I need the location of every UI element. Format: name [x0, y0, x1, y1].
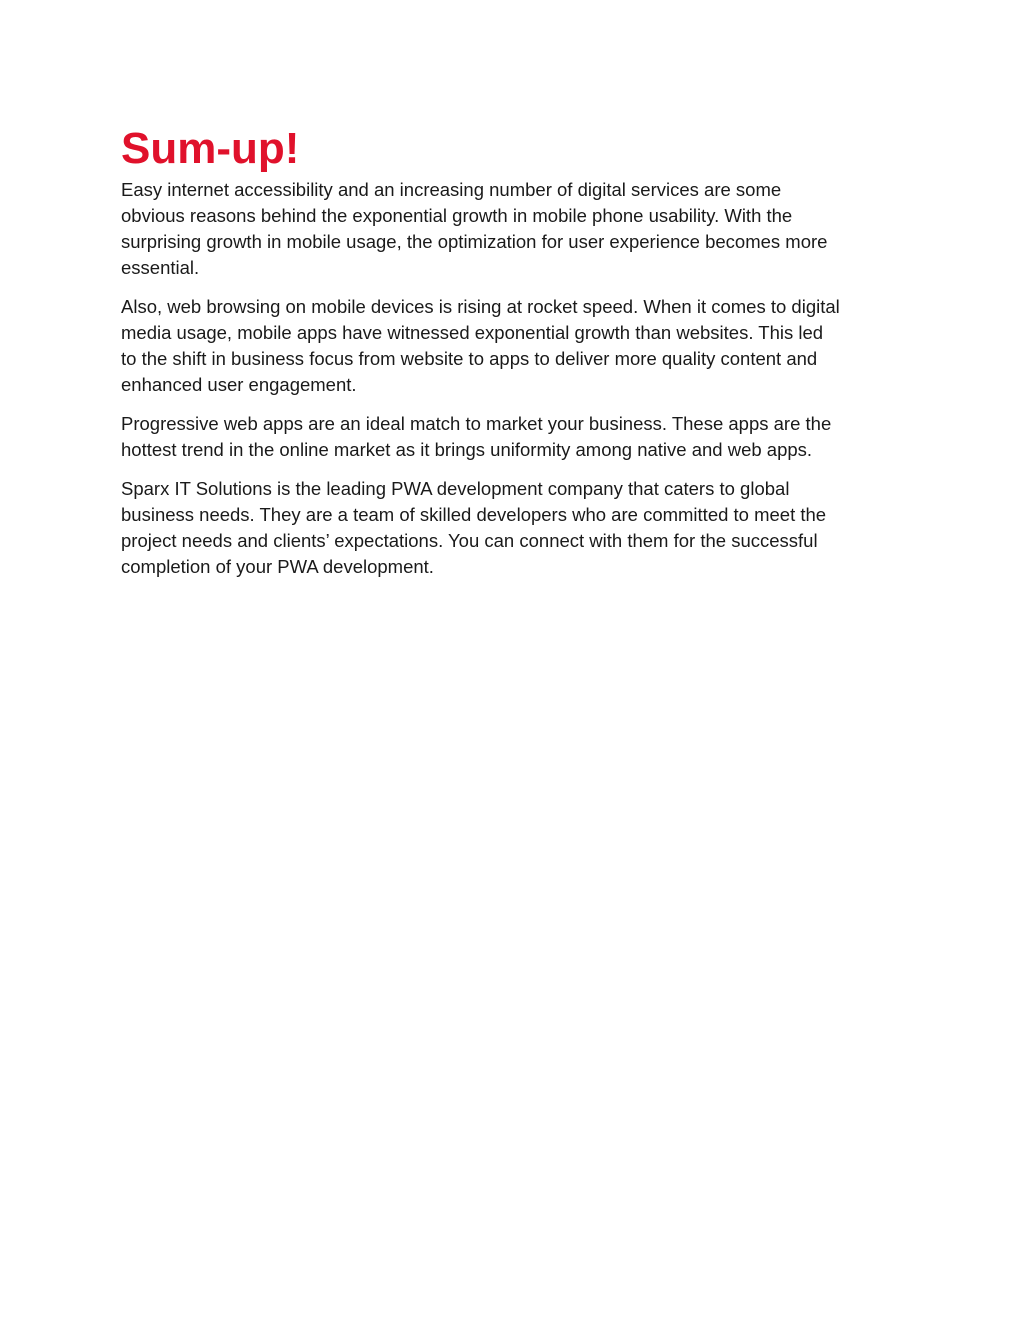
- section-heading: Sum-up!: [121, 124, 300, 173]
- document-content: [121, 121, 911, 593]
- paragraph-mobile-browsing: Also, web browsing on mobile devices is rising at rocket speed. When it comes to digital media usage, mobile apps have witnessed exponential growth than websites. This led to the shift in business focus from website to apps to deliver more quality content and enhanced user engagement.: [121, 296, 840, 395]
- paragraph-sparx-company: Sparx IT Solutions is the leading PWA development company that caters to global business needs. They are a team of skilled developers who are committed to meet the project needs and clients’ expectations. You can connect with them for the successful completion of your PWA development.: [121, 478, 827, 577]
- paragraph-mobile-growth: Easy internet accessibility and an increasing number of digital services are some obvious reasons behind the exponential growth in mobile phone usability. With the surprising growth in mobile usage, the optimization for user experience becomes more essential.: [121, 179, 828, 278]
- paragraph-pwa-trend: Progressive web apps are an ideal match to market your business. These apps are the hottest trend in the online market as it brings uniformity among native and web apps.: [121, 413, 832, 460]
